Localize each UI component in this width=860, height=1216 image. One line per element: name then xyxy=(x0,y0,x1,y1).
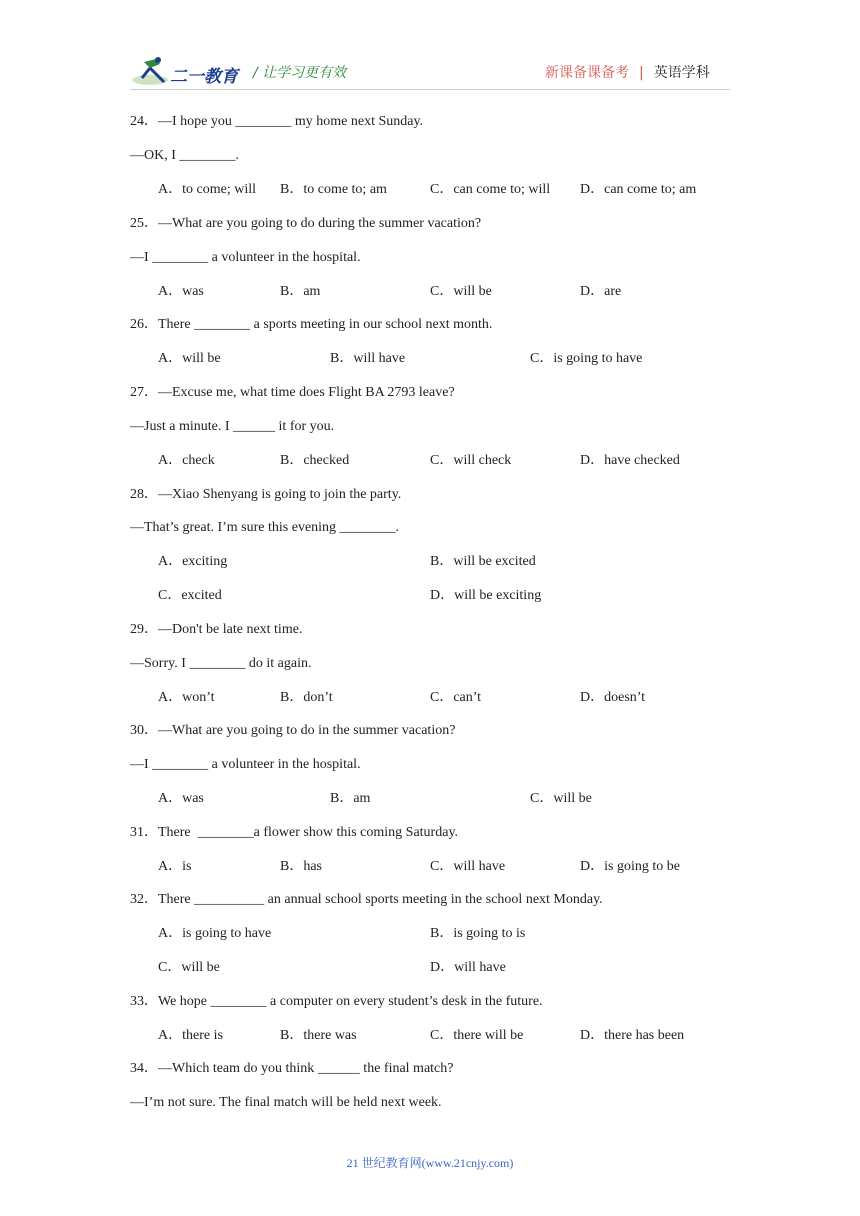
question-25-reply: —I ________ a volunteer in the hospital. xyxy=(130,250,361,265)
question-33-stem: 33．We hope ________ a computer on every student’s desk in the future. xyxy=(130,994,543,1009)
question-25-option-a: A．was xyxy=(158,284,204,299)
question-26-stem: 26．There ________ a sports meeting in our school next month. xyxy=(130,317,493,332)
question-34-stem: 34．—Which team do you think ______ the final match? xyxy=(130,1061,454,1076)
page-footer: 21 世纪教育网(www.21cnjy.com) xyxy=(346,1156,514,1170)
question-27-stem: 27．—Excuse me, what time does Flight BA 2793 leave? xyxy=(130,385,455,400)
question-32-option-a: A．is going to have xyxy=(158,926,272,941)
page-header xyxy=(0,0,860,100)
header-right xyxy=(545,62,710,82)
question-24-option-a: A．to come; will xyxy=(158,182,256,197)
question-32-option-c: C．will be xyxy=(158,960,220,975)
question-29-option-b: B．don’t xyxy=(280,690,333,705)
question-32-option-d: D．will have xyxy=(430,960,506,975)
question-25-option-c: C．will be xyxy=(430,284,492,299)
question-33-option-d: D．there has been xyxy=(580,1028,685,1043)
question-26-option-a: A．will be xyxy=(158,351,221,366)
question-29-reply: —Sorry. I ________ do it again. xyxy=(130,656,312,671)
question-31-option-a: A．is xyxy=(158,859,192,874)
question-30-option-a: A．was xyxy=(158,791,204,806)
question-24-option-b: B．to come to; am xyxy=(280,182,387,197)
header-separator: | xyxy=(639,65,644,81)
question-24-reply: —OK, I ________. xyxy=(130,148,239,163)
question-27-option-b: B．checked xyxy=(280,453,350,468)
header-divider xyxy=(130,89,730,90)
question-28-option-c: C．excited xyxy=(158,588,222,603)
question-24-option-d: D．can come to; am xyxy=(580,182,697,197)
question-28-option-b: B．will be excited xyxy=(430,554,536,569)
question-24-stem: 24．—I hope you ________ my home next Sunday. xyxy=(130,114,424,129)
question-29-option-a: A．won’t xyxy=(158,690,215,705)
question-31-option-d: D．is going to be xyxy=(580,859,680,874)
logo-text: 二一教育 xyxy=(170,67,238,86)
question-28-stem: 28．—Xiao Shenyang is going to join the party. xyxy=(130,487,402,502)
question-25-option-d: D．are xyxy=(580,284,622,299)
slogan: / 让学习更有效 xyxy=(253,65,347,81)
question-32-option-b: B．is going to is xyxy=(430,926,526,941)
question-31-option-c: C．will have xyxy=(430,859,506,874)
question-29-option-c: C．can’t xyxy=(430,690,482,705)
question-31-option-b: B．has xyxy=(280,859,322,874)
question-29-option-d: D．doesn’t xyxy=(580,690,646,705)
question-30-option-c: C．will be xyxy=(530,791,592,806)
question-25-option-b: B．am xyxy=(280,284,321,299)
question-27-option-d: D．have checked xyxy=(580,453,680,468)
question-27-reply: —Just a minute. I ______ it for you. xyxy=(130,419,335,434)
question-26-option-c: C．is going to have xyxy=(530,351,643,366)
question-28-reply: —That’s great. I’m sure this evening ________. xyxy=(130,520,400,535)
question-25-stem: 25．—What are you going to do during the summer vacation? xyxy=(130,216,482,231)
question-30-stem: 30．—What are you going to do in the summer vacation? xyxy=(130,723,456,738)
question-28-option-a: A．exciting xyxy=(158,554,228,569)
exam-label: 新课备课备考 xyxy=(545,65,629,81)
question-27-option-a: A．check xyxy=(158,453,215,468)
question-33-option-b: B．there was xyxy=(280,1028,357,1043)
question-29-stem: 29．—Don't be late next time. xyxy=(130,622,303,637)
question-24-option-c: C．can come to; will xyxy=(430,182,551,197)
question-31-stem: 31．There ________a flower show this coming Saturday. xyxy=(130,825,459,840)
question-28-option-d: D．will be exciting xyxy=(430,588,542,603)
question-26-option-b: B．will have xyxy=(330,351,406,366)
question-32-stem: 32．There __________ an annual school sports meeting in the school next Monday. xyxy=(130,892,603,907)
question-33-option-a: A．there is xyxy=(158,1028,223,1043)
question-33-option-c: C．there will be xyxy=(430,1028,524,1043)
subject-label: 英语学科 xyxy=(653,65,710,81)
question-34-reply: —I’m not sure. The final match will be held next week. xyxy=(130,1095,442,1110)
question-30-option-b: B．am xyxy=(330,791,371,806)
question-30-reply: —I ________ a volunteer in the hospital. xyxy=(130,757,361,772)
question-27-option-c: C．will check xyxy=(430,453,512,468)
